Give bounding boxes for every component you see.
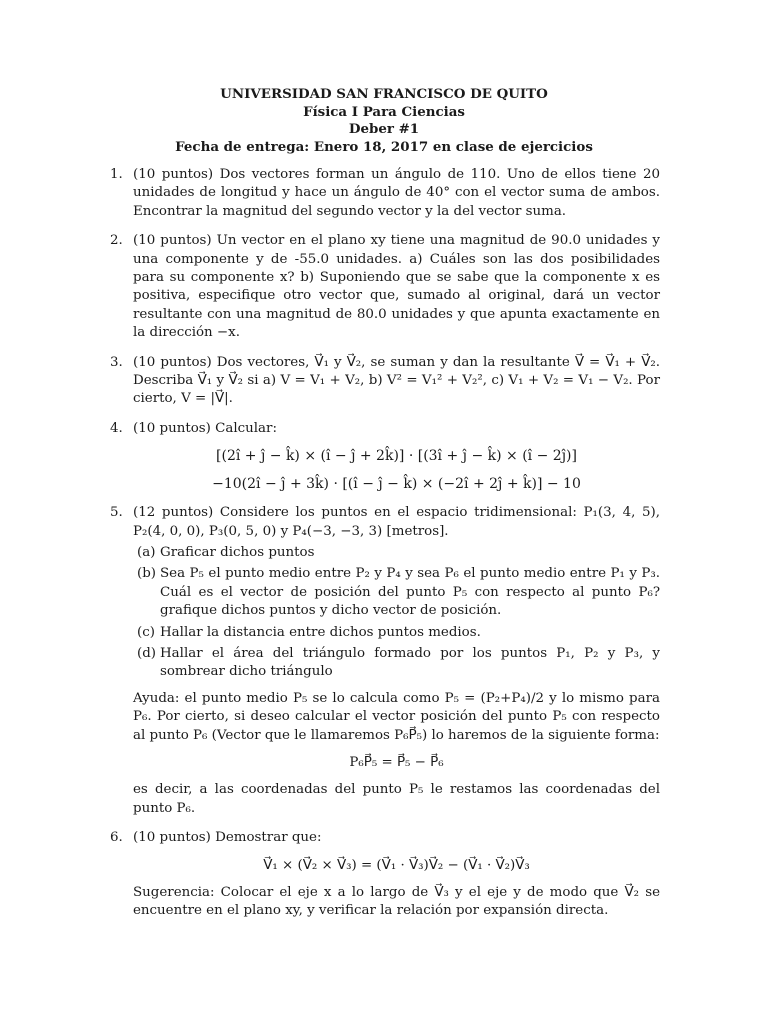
problem-number: 2. <box>110 233 123 249</box>
suggestion-text: Sugerencia: Colocar el eje x a lo largo de V⃗₃ y el eje y de modo que V⃗₂ se encuentre en el plano xy, y verificar la relación por expansión directa. <box>133 885 660 919</box>
course-title: Física I Para Ciencias <box>303 103 465 120</box>
problem-text: (10 puntos) Calcular: <box>133 420 277 436</box>
university-name: UNIVERSIDAD SAN FRANCISCO DE QUITO <box>220 86 548 102</box>
equation-1: [(2î + ĵ − k̂) × (î − ĵ + 2k̂)] · [(3î + ĵ − k̂) × (î − 2ĵ)] <box>216 448 577 465</box>
problem-number: 6. <box>110 830 123 846</box>
problem-text: (12 puntos) Considere los puntos en el espacio tridimensional: P₁(3, 4, 5), P₂(4, 0, 0), P₃(0, 5, 0) y P₄(−3, −3, 3) [metros]. <box>133 505 660 539</box>
subitem-label: (b) <box>137 566 157 582</box>
subitem-c <box>133 624 660 642</box>
subitem-text: Graficar dichos puntos <box>160 544 315 560</box>
subitem-d <box>133 645 660 682</box>
assignment-title: Deber #1 <box>348 121 420 137</box>
problem-5 <box>110 504 660 818</box>
document-header <box>0 86 768 156</box>
problem-text: (10 puntos) Demostrar que: <box>133 830 322 846</box>
problem-number: 1. <box>110 167 123 182</box>
due-date: Fecha de entrega: Enero 18, 2017 en clase de ejercicios <box>175 138 593 155</box>
problem-text: (10 puntos) Dos vectores forman un ángulo de 110. Uno de ellos tiene 20 unidades de longitud y hace un ángulo de 40° con el vector suma de ambos. Encontrar la magnitud del segundo vector y la del vector suma. <box>133 167 660 219</box>
explanation-text: es decir, a las coordenadas del punto P₅ le restamos las coordenadas del punto P₆. <box>133 782 660 816</box>
subitem-label: (d) <box>137 645 157 661</box>
subitem-text: Hallar el área del triángulo formado por los puntos P₁, P₂ y P₃, y sombrear dicho triángulo <box>160 645 660 680</box>
problem-3 <box>110 354 660 409</box>
subitem-text: Hallar la distancia entre dichos puntos medios. <box>160 624 481 640</box>
subitem-label: (a) <box>137 544 156 560</box>
problem-4 <box>110 420 660 493</box>
problem-6 <box>110 829 660 921</box>
problem-1 <box>110 166 660 221</box>
subitem-text: Sea P₅ el punto medio entre P₂ y P₄ y sea P₆ el punto medio entre P₁ y P₃. Cuál es el vector de posición del punto P₅ con respecto al punto P₆? grafique dichos puntos y dicho vector de posición. <box>160 566 660 619</box>
problem-number: 5. <box>110 505 123 521</box>
problem-number: 4. <box>110 420 123 436</box>
problem-text: (10 puntos) Un vector en el plano xy tiene una magnitud de 90.0 unidades y una componente y de -55.0 unidades. a) Cuáles son las dos posibilidades para su componente x? b) Suponiendo que se sabe que la componente x es positiva, especifique otro vector que, sumado al original, dará un vector resultante con una magnitud de 80.0 unidades y que apunta exactamente en la dirección −x. <box>133 233 660 341</box>
problem-number: 3. <box>110 354 123 370</box>
hint-text: Ayuda: el punto medio P₅ se lo calcula como P₅ = (P₂+P₄)/2 y lo mismo para P₆. Por cierto, si deseo calcular el vector posición del punto P₅ con respecto al punto P₆ (Vector que le llamaremos P₆P⃗₅) lo haremos de la siguiente forma: <box>133 690 660 743</box>
problem-2 <box>110 232 660 342</box>
problem-text: (10 puntos) Dos vectores, V⃗₁ y V⃗₂, se suman y dan la resultante V⃗ = V⃗₁ + V⃗₂. Describa V⃗₁ y V⃗₂ si a) V = V₁ + V₂, b) V² = V₁² + V₂², c) V₁ + V₂ = V₁ − V₂. Por cierto, V = |V⃗|. <box>133 354 660 407</box>
triple-product-equation: V⃗₁ × (V⃗₂ × V⃗₃) = (V⃗₁ · V⃗₃)V⃗₂ − (V⃗₁ · V⃗₂)V⃗₃ <box>263 857 530 873</box>
subitem-a <box>133 544 660 562</box>
subitem-label: (c) <box>137 624 155 640</box>
position-vector-equation: P₆P⃗₅ = P⃗₅ − P⃗₆ <box>349 754 444 770</box>
problem-list <box>110 166 660 932</box>
equation-2: −10(2î − ĵ + 3k̂) · [(î − ĵ − k̂) × (−2î + 2ĵ + k̂)] − 10 <box>212 475 581 492</box>
subitem-b <box>133 565 660 620</box>
